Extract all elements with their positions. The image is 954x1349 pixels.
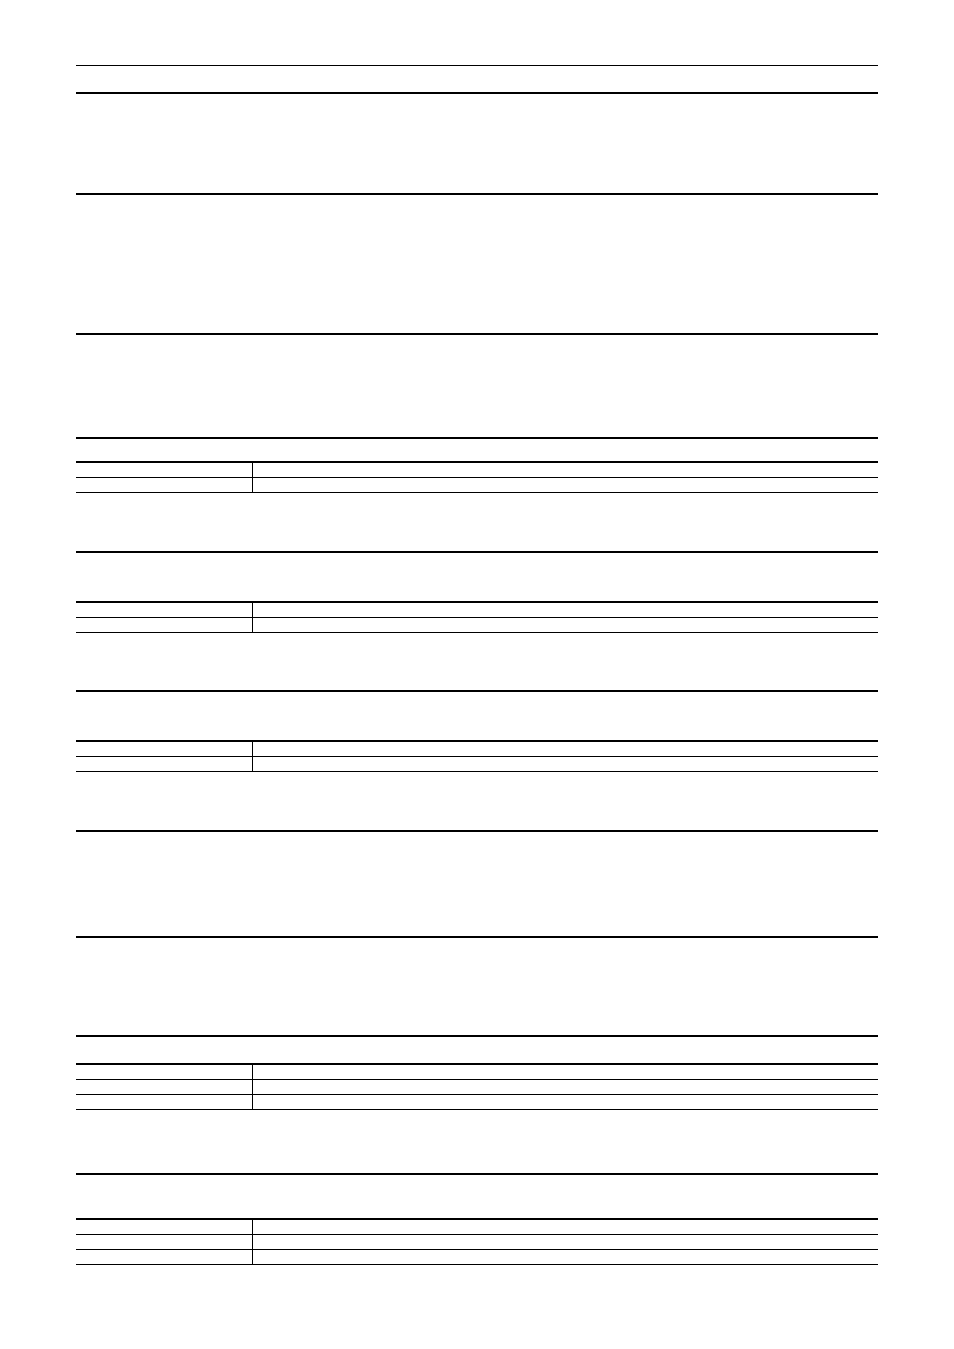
table-row-divider	[76, 492, 878, 493]
table-4-column-divider	[252, 1065, 253, 1080]
rule-header-bottom	[76, 92, 878, 94]
table-row	[76, 757, 878, 772]
table-5-column-divider	[252, 1250, 253, 1265]
table-2-column-divider	[252, 603, 253, 618]
rule-section-4	[76, 551, 878, 553]
rule-section-3	[76, 437, 878, 439]
table-row	[76, 463, 878, 478]
table-row-divider	[76, 1109, 878, 1110]
table-1-column-divider	[252, 463, 253, 478]
table-row-divider	[76, 1264, 878, 1265]
table-row	[76, 742, 878, 757]
table-row	[76, 1235, 878, 1250]
rule-header-top	[76, 65, 878, 66]
table-row	[76, 1220, 878, 1235]
rule-section-9	[76, 1173, 878, 1175]
rule-section-8	[76, 1035, 878, 1037]
table-3-column-divider	[252, 757, 253, 772]
rule-section-5	[76, 690, 878, 692]
rule-section-6	[76, 830, 878, 832]
table-5-column-divider	[252, 1220, 253, 1235]
rule-section-7	[76, 936, 878, 938]
rule-section-1	[76, 193, 878, 195]
table-row	[76, 1250, 878, 1265]
table-5-column-divider	[252, 1235, 253, 1250]
table-1	[76, 461, 878, 493]
table-row	[76, 478, 878, 493]
table-row	[76, 603, 878, 618]
table-3-column-divider	[252, 742, 253, 757]
table-4	[76, 1063, 878, 1110]
rule-section-2	[76, 333, 878, 335]
table-2	[76, 601, 878, 633]
table-row-divider	[76, 771, 878, 772]
table-row	[76, 1080, 878, 1095]
table-row	[76, 1095, 878, 1110]
table-2-column-divider	[252, 618, 253, 633]
table-row	[76, 1065, 878, 1080]
table-5	[76, 1218, 878, 1265]
table-3	[76, 740, 878, 772]
table-4-column-divider	[252, 1080, 253, 1095]
table-4-column-divider	[252, 1095, 253, 1110]
table-row	[76, 618, 878, 633]
table-1-column-divider	[252, 478, 253, 493]
table-row-divider	[76, 632, 878, 633]
document-content-column	[76, 0, 878, 1349]
